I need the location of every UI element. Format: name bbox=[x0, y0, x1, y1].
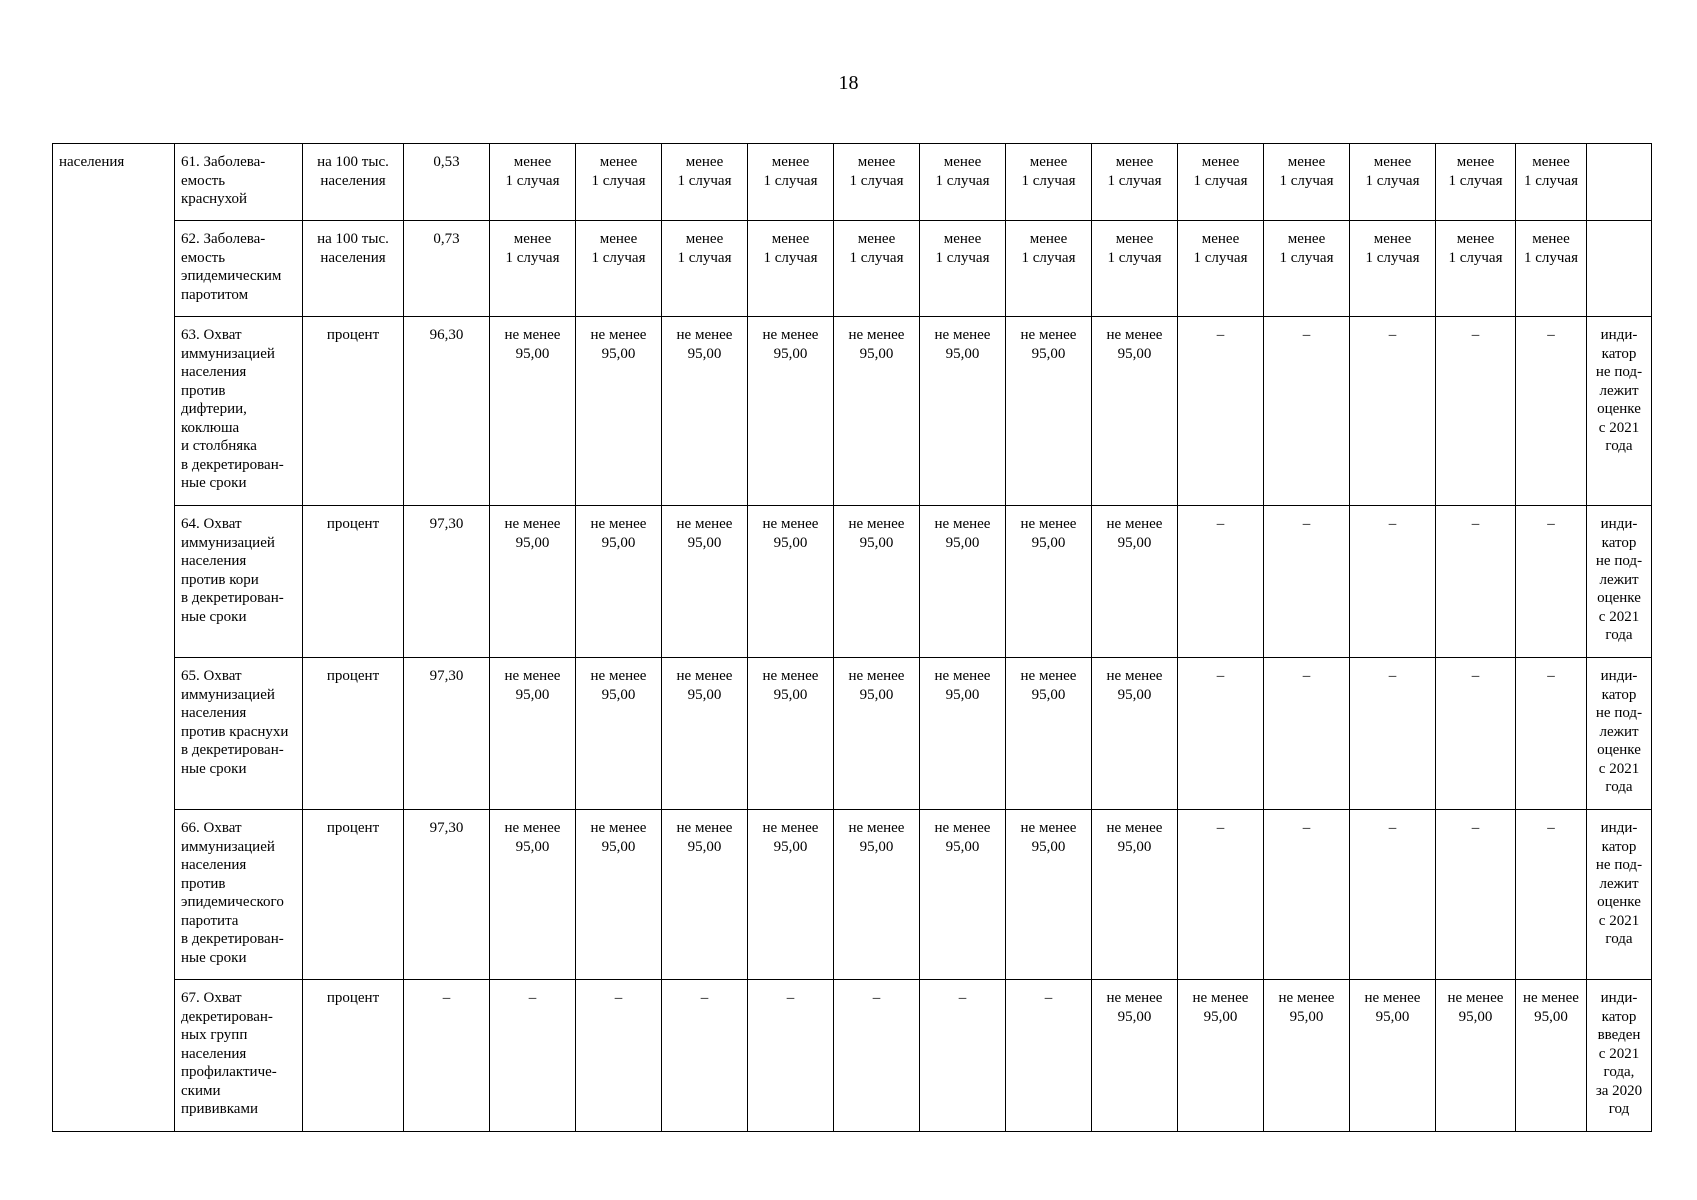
year-value-cell: – bbox=[1264, 658, 1350, 810]
year-value-cell: – bbox=[1178, 506, 1264, 658]
year-value-cell: – bbox=[1264, 810, 1350, 980]
year-value-cell: – bbox=[1516, 506, 1587, 658]
year-value-cell: не менее 95,00 bbox=[1436, 980, 1516, 1132]
year-value-cell: менее 1 случая bbox=[834, 144, 920, 221]
year-value-cell: – bbox=[920, 980, 1006, 1132]
year-value-cell: менее 1 случая bbox=[920, 221, 1006, 317]
year-value-cell: – bbox=[1350, 317, 1436, 506]
year-value-cell: не менее 95,00 bbox=[1516, 980, 1587, 1132]
page-number: 18 bbox=[838, 72, 859, 94]
unit-cell: процент bbox=[303, 317, 404, 506]
year-value-cell: менее 1 случая bbox=[1006, 221, 1092, 317]
unit-cell: процент bbox=[303, 810, 404, 980]
year-value-cell: – bbox=[1516, 810, 1587, 980]
year-value-cell: не менее 95,00 bbox=[1264, 980, 1350, 1132]
year-value-cell: – bbox=[576, 980, 662, 1132]
year-value-cell: менее 1 случая bbox=[1350, 144, 1436, 221]
year-value-cell: – bbox=[748, 980, 834, 1132]
year-value-cell: менее 1 случая bbox=[490, 221, 576, 317]
unit-cell: процент bbox=[303, 506, 404, 658]
indicator-cell: 63. Охват иммунизацией населения против дифтерии, коклюша и столбняка в декретирован- ные сроки bbox=[175, 317, 303, 506]
indicator-cell: 62. Заболева- емость эпидемическим паротитом bbox=[175, 221, 303, 317]
year-value-cell: не менее 95,00 bbox=[490, 810, 576, 980]
indicator-cell: 65. Охват иммунизацией населения против краснухи в декретирован- ные сроки bbox=[175, 658, 303, 810]
table-row bbox=[53, 317, 1652, 506]
year-value-cell: – bbox=[1350, 658, 1436, 810]
year-value-cell: менее 1 случая bbox=[834, 221, 920, 317]
year-value-cell: менее 1 случая bbox=[1264, 144, 1350, 221]
note-cell: инди- катор не под- лежит оценке с 2021 года bbox=[1587, 506, 1652, 658]
note-cell: инди- катор не под- лежит оценке с 2021 года bbox=[1587, 317, 1652, 506]
year-value-cell: не менее 95,00 bbox=[662, 317, 748, 506]
year-value-cell: не менее 95,00 bbox=[1350, 980, 1436, 1132]
year-value-cell: – bbox=[1516, 658, 1587, 810]
year-value-cell: – bbox=[1264, 317, 1350, 506]
year-value-cell: менее 1 случая bbox=[1350, 221, 1436, 317]
unit-cell: процент bbox=[303, 658, 404, 810]
year-value-cell: – bbox=[834, 980, 920, 1132]
year-value-cell: не менее 95,00 bbox=[662, 506, 748, 658]
base-value-cell: 97,30 bbox=[404, 506, 490, 658]
year-value-cell: менее 1 случая bbox=[1092, 144, 1178, 221]
year-value-cell: не менее 95,00 bbox=[576, 810, 662, 980]
year-value-cell: не менее 95,00 bbox=[1006, 506, 1092, 658]
table-row bbox=[53, 221, 1652, 317]
year-value-cell: не менее 95,00 bbox=[834, 506, 920, 658]
base-value-cell: 96,30 bbox=[404, 317, 490, 506]
year-value-cell: менее 1 случая bbox=[1178, 221, 1264, 317]
year-value-cell: – bbox=[1264, 506, 1350, 658]
year-value-cell: не менее 95,00 bbox=[748, 317, 834, 506]
year-value-cell: не менее 95,00 bbox=[1092, 980, 1178, 1132]
year-value-cell: не менее 95,00 bbox=[1178, 980, 1264, 1132]
year-value-cell: менее 1 случая bbox=[920, 144, 1006, 221]
base-value-cell: 0,53 bbox=[404, 144, 490, 221]
table-row bbox=[53, 658, 1652, 810]
year-value-cell: не менее 95,00 bbox=[1006, 810, 1092, 980]
year-value-cell: – bbox=[1516, 317, 1587, 506]
year-value-cell: не менее 95,00 bbox=[490, 506, 576, 658]
base-value-cell: 0,73 bbox=[404, 221, 490, 317]
year-value-cell: не менее 95,00 bbox=[920, 810, 1006, 980]
year-value-cell: не менее 95,00 bbox=[490, 317, 576, 506]
year-value-cell: не менее 95,00 bbox=[1092, 658, 1178, 810]
year-value-cell: менее 1 случая bbox=[576, 144, 662, 221]
year-value-cell: не менее 95,00 bbox=[748, 506, 834, 658]
year-value-cell: не менее 95,00 bbox=[662, 658, 748, 810]
year-value-cell: – bbox=[662, 980, 748, 1132]
unit-cell: на 100 тыс. населения bbox=[303, 144, 404, 221]
indicator-cell: 64. Охват иммунизацией населения против кори в декретирован- ные сроки bbox=[175, 506, 303, 658]
base-value-cell: 97,30 bbox=[404, 658, 490, 810]
year-value-cell: не менее 95,00 bbox=[662, 810, 748, 980]
note-cell: инди- катор не под- лежит оценке с 2021 года bbox=[1587, 658, 1652, 810]
year-value-cell: не менее 95,00 bbox=[920, 317, 1006, 506]
table-row bbox=[53, 980, 1652, 1132]
year-value-cell: не менее 95,00 bbox=[576, 317, 662, 506]
year-value-cell: не менее 95,00 bbox=[1092, 506, 1178, 658]
note-cell: инди- катор не под- лежит оценке с 2021 года bbox=[1587, 810, 1652, 980]
year-value-cell: менее 1 случая bbox=[576, 221, 662, 317]
note-cell bbox=[1587, 144, 1652, 221]
year-value-cell: менее 1 случая bbox=[662, 144, 748, 221]
year-value-cell: не менее 95,00 bbox=[490, 658, 576, 810]
year-value-cell: менее 1 случая bbox=[1516, 221, 1587, 317]
year-value-cell: не менее 95,00 bbox=[920, 506, 1006, 658]
year-value-cell: – bbox=[1436, 810, 1516, 980]
base-value-cell: 97,30 bbox=[404, 810, 490, 980]
year-value-cell: менее 1 случая bbox=[1436, 221, 1516, 317]
year-value-cell: не менее 95,00 bbox=[920, 658, 1006, 810]
year-value-cell: – bbox=[1178, 810, 1264, 980]
year-value-cell: менее 1 случая bbox=[662, 221, 748, 317]
year-value-cell: – bbox=[1006, 980, 1092, 1132]
unit-cell: процент bbox=[303, 980, 404, 1132]
indicator-cell: 67. Охват декретирован- ных групп населения профилактиче- скими прививками bbox=[175, 980, 303, 1132]
table-row bbox=[53, 506, 1652, 658]
year-value-cell: менее 1 случая bbox=[1006, 144, 1092, 221]
year-value-cell: – bbox=[1178, 658, 1264, 810]
year-value-cell: не менее 95,00 bbox=[834, 658, 920, 810]
year-value-cell: менее 1 случая bbox=[748, 221, 834, 317]
year-value-cell: не менее 95,00 bbox=[1092, 810, 1178, 980]
note-cell: инди- катор введен с 2021 года, за 2020 год bbox=[1587, 980, 1652, 1132]
year-value-cell: – bbox=[1350, 506, 1436, 658]
year-value-cell: менее 1 случая bbox=[1092, 221, 1178, 317]
year-value-cell: не менее 95,00 bbox=[748, 810, 834, 980]
year-value-cell: менее 1 случая bbox=[1264, 221, 1350, 317]
year-value-cell: менее 1 случая bbox=[748, 144, 834, 221]
table-row bbox=[53, 144, 1652, 221]
year-value-cell: менее 1 случая bbox=[1516, 144, 1587, 221]
year-value-cell: не менее 95,00 bbox=[576, 658, 662, 810]
indicator-cell: 66. Охват иммунизацией населения против эпидемического паротита в декретирован- ные сроки bbox=[175, 810, 303, 980]
year-value-cell: не менее 95,00 bbox=[834, 810, 920, 980]
year-value-cell: – bbox=[1436, 317, 1516, 506]
year-value-cell: не менее 95,00 bbox=[834, 317, 920, 506]
year-value-cell: – bbox=[1178, 317, 1264, 506]
note-cell bbox=[1587, 221, 1652, 317]
indicator-cell: 61. Заболева- емость краснухой bbox=[175, 144, 303, 221]
year-value-cell: – bbox=[1436, 658, 1516, 810]
year-value-cell: – bbox=[490, 980, 576, 1132]
year-value-cell: менее 1 случая bbox=[490, 144, 576, 221]
year-value-cell: не менее 95,00 bbox=[576, 506, 662, 658]
year-value-cell: не менее 95,00 bbox=[1092, 317, 1178, 506]
year-value-cell: не менее 95,00 bbox=[1006, 317, 1092, 506]
base-value-cell: – bbox=[404, 980, 490, 1132]
year-value-cell: – bbox=[1436, 506, 1516, 658]
year-value-cell: не менее 95,00 bbox=[748, 658, 834, 810]
indicators-table bbox=[52, 143, 1652, 1132]
year-value-cell: менее 1 случая bbox=[1178, 144, 1264, 221]
year-value-cell: менее 1 случая bbox=[1436, 144, 1516, 221]
year-value-cell: не менее 95,00 bbox=[1006, 658, 1092, 810]
table-row bbox=[53, 810, 1652, 980]
unit-cell: на 100 тыс. населения bbox=[303, 221, 404, 317]
section-label: населения bbox=[53, 144, 175, 1132]
year-value-cell: – bbox=[1350, 810, 1436, 980]
